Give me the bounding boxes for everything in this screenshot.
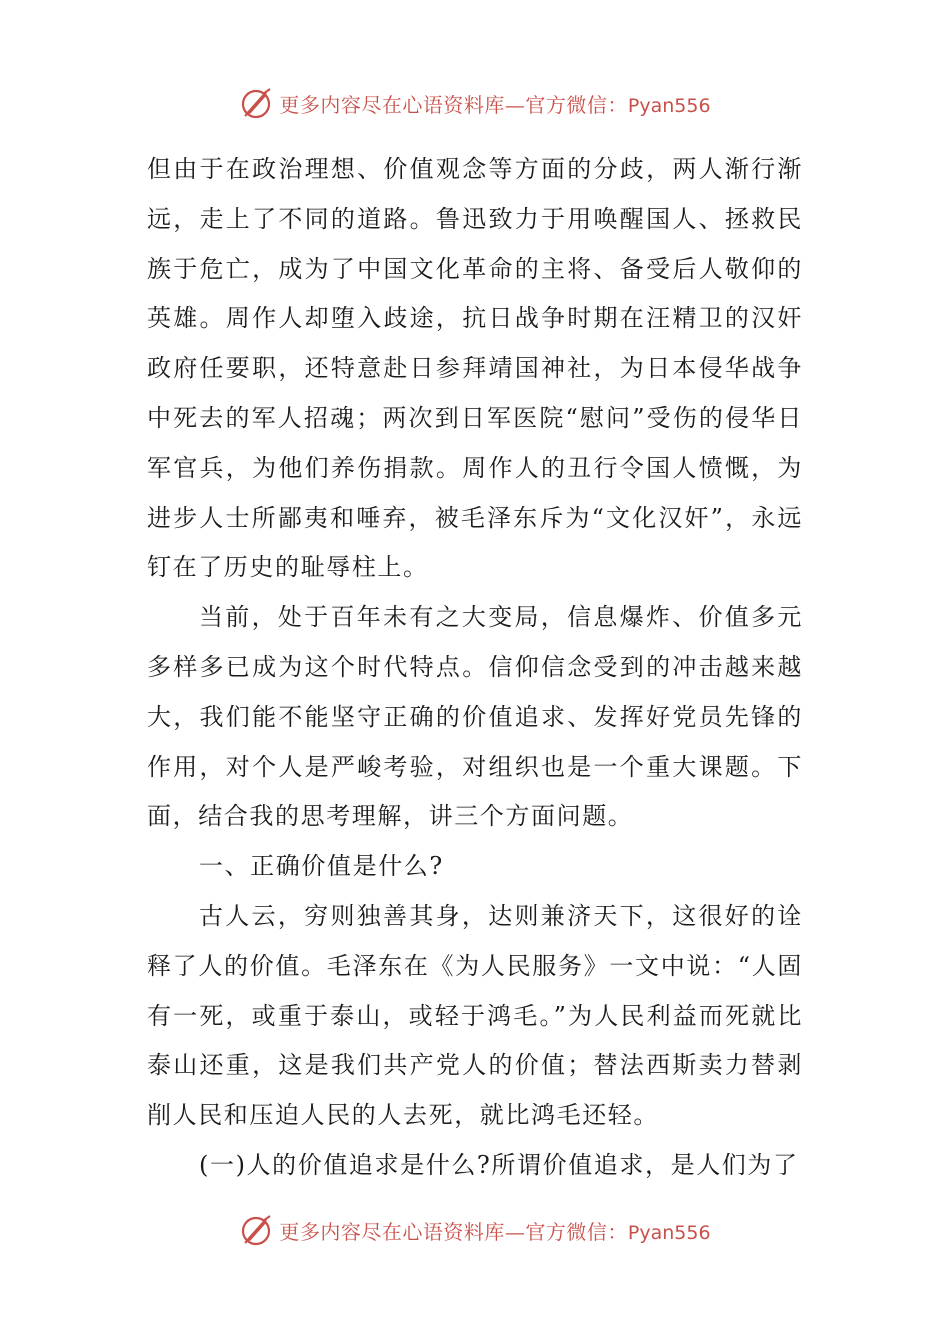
quill-seal-icon	[239, 85, 275, 121]
banner-text: 更多内容尽在心语资料库—官方微信：Pyan556	[279, 1219, 711, 1244]
banner-text: 更多内容尽在心语资料库—官方微信：Pyan556	[279, 92, 711, 117]
quill-seal-icon	[239, 1212, 275, 1248]
paragraph-continuation: 但由于在政治理想、价值观念等方面的分歧，两人渐行渐远，走上了不同的道路。鲁迅致力于用唤醒国人、拯救民族于危亡，成为了中国文化革命的主将、备受后人敬仰的英雄。周作人却堕入歧途，抗日战争时期在汪精卫的汉奸政府任要职，还特意赴日参拜靖国神社，为日本侵华战争中死去的军人招魂；两次到日军医院“慰问”受伤的侵华日军官兵，为他们养伤捐款。周作人的丑行令国人愤慨，为进步人士所鄙夷和唾弃，被毛泽东斥为“文化汉奸”，永远钉在了历史的耻辱柱上。	[147, 155, 803, 582]
paragraph-current-situation: 当前，处于百年未有之大变局，信息爆炸、价值多元多样多已成为这个时代特点。信仰信念受到的冲击越来越大，我们能不能坚守正确的价值追求、发挥好党员先锋的作用，对个人是严峻考验，对组织也是一个重大课题。下面，结合我的思考理解，讲三个方面问题。	[147, 603, 803, 831]
header-banner	[0, 83, 950, 123]
document-body	[147, 145, 803, 1191]
footer-banner	[0, 1210, 950, 1250]
section-heading: 一、正确价值是什么?	[199, 852, 444, 881]
paragraph-subsection: (一)人的价值追求是什么?所谓价值追求，是人们为了	[199, 1150, 799, 1179]
paragraph-ancient-saying: 古人云，穷则独善其身，达则兼济天下，这很好的诠释了人的价值。毛泽东在《为人民服务》一文中说：“人固有一死，或重于泰山，或轻于鸿毛。”为人民利益而死就比泰山还重，这是我们共产党人的价值；替法西斯卖力替剥削人民和压迫人民的人去死，就比鸿毛还轻。	[147, 901, 803, 1130]
